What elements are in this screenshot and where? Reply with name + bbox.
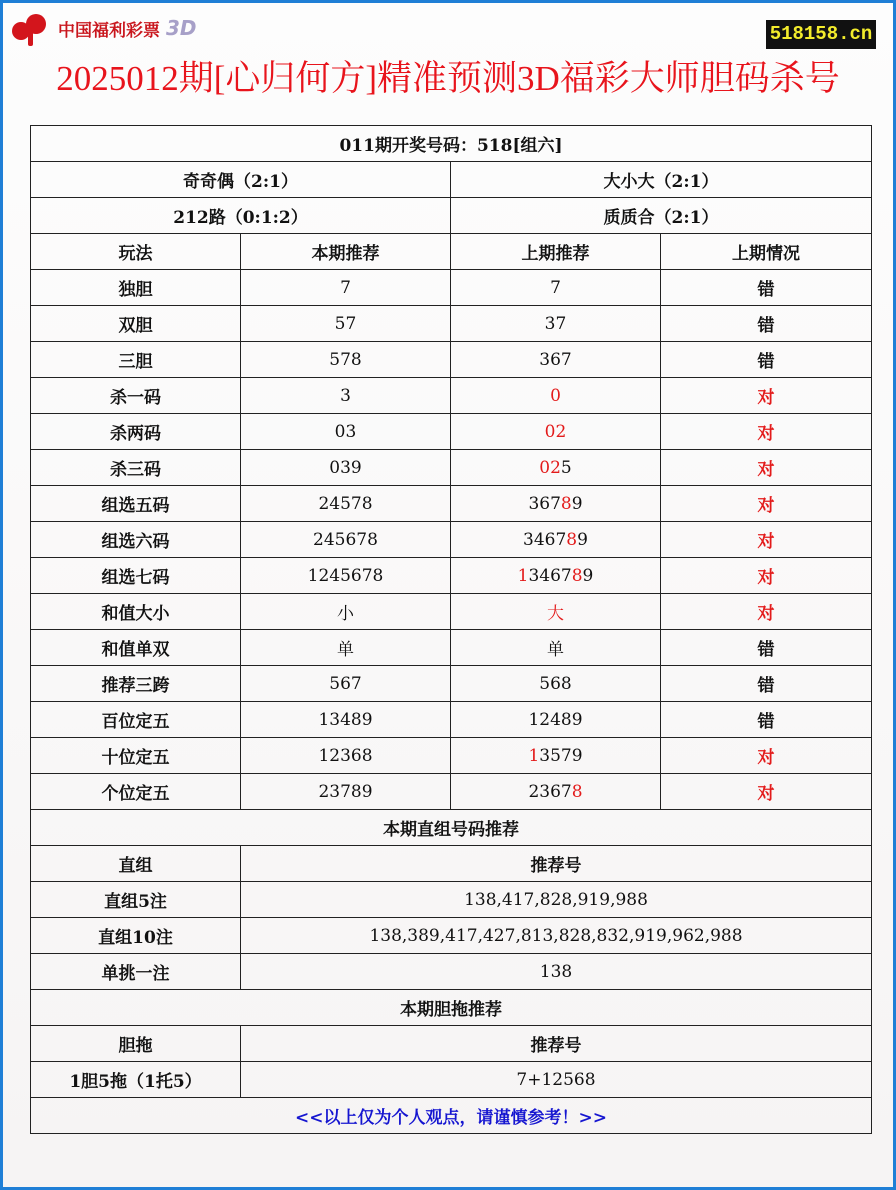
road: 212路（0:1:2） — [31, 198, 451, 234]
previous-pick — [451, 702, 661, 738]
play-type: 十位定五 — [31, 738, 241, 774]
table-row — [31, 450, 872, 486]
table-row — [31, 594, 872, 630]
digits: 3467 — [523, 529, 567, 550]
previous-pick — [451, 630, 661, 666]
hit-digits: 1 — [517, 565, 529, 586]
table-row — [31, 666, 872, 702]
current-pick: 578 — [241, 342, 451, 378]
play-type: 三胆 — [31, 342, 241, 378]
hit-digits: 8 — [571, 781, 583, 802]
previous-pick — [451, 270, 661, 306]
digits: 单 — [547, 640, 564, 660]
previous-result: 错 — [661, 342, 872, 378]
main-header-row — [31, 234, 872, 270]
play-type: 组选六码 — [31, 522, 241, 558]
page-title: 2025012期[心归何方]精准预测3D福彩大师胆码杀号 — [56, 59, 840, 98]
play-type: 杀两码 — [31, 414, 241, 450]
previous-result: 对 — [661, 558, 872, 594]
current-pick: 567 — [241, 666, 451, 702]
logo-text: 中国福利彩票 — [58, 20, 160, 41]
play-type: 组选七码 — [31, 558, 241, 594]
play-type: 个位定五 — [31, 774, 241, 810]
hit-digits: 02 — [539, 457, 561, 478]
digits: 7 — [550, 277, 561, 298]
previous-pick — [451, 522, 661, 558]
previous-result: 错 — [661, 702, 872, 738]
section-header-row — [31, 846, 872, 882]
previous-result: 对 — [661, 486, 872, 522]
digits: 367 — [528, 493, 561, 514]
table-row — [31, 342, 872, 378]
table-row — [31, 738, 872, 774]
hit-digits: 大 — [547, 604, 564, 624]
footer-row — [31, 1098, 872, 1134]
previous-result: 对 — [661, 594, 872, 630]
table-row — [31, 1062, 872, 1098]
current-pick: 23789 — [241, 774, 451, 810]
section-title-row — [31, 810, 872, 846]
digits: 9 — [577, 529, 588, 550]
table-row — [31, 306, 872, 342]
previous-result: 错 — [661, 630, 872, 666]
current-pick: 24578 — [241, 486, 451, 522]
previous-pick — [451, 738, 661, 774]
table-row — [31, 882, 872, 918]
table-row — [31, 954, 872, 990]
digits: 12489 — [528, 709, 583, 730]
table-row — [31, 486, 872, 522]
previous-result: 错 — [661, 666, 872, 702]
previous-pick — [451, 450, 661, 486]
hit-digits: 0 — [550, 385, 561, 406]
table-row — [31, 918, 872, 954]
previous-pick — [451, 378, 661, 414]
lottery-logo-icon — [10, 10, 52, 46]
hit-digits: 1 — [528, 745, 540, 766]
prediction-table — [30, 125, 872, 1134]
hit-digits: 8 — [571, 565, 583, 586]
site-badge[interactable]: 518158.cn — [766, 20, 876, 49]
current-pick: 小 — [241, 594, 451, 630]
previous-result: 对 — [661, 450, 872, 486]
previous-result: 错 — [661, 306, 872, 342]
digits: 3467 — [528, 565, 572, 586]
play-type: 杀三码 — [31, 450, 241, 486]
table-row — [31, 774, 872, 810]
col-header: 推荐号 — [241, 846, 872, 882]
table-row — [31, 270, 872, 306]
pick-type: 直组10注 — [31, 918, 241, 954]
pick-type: 直组5注 — [31, 882, 241, 918]
previous-pick — [451, 486, 661, 522]
digits: 5 — [560, 457, 572, 478]
digits: 568 — [539, 673, 572, 694]
previous-result: 对 — [661, 774, 872, 810]
current-pick: 245678 — [241, 522, 451, 558]
previous-pick — [451, 414, 661, 450]
col-header: 上期情况 — [661, 234, 872, 270]
col-header: 胆拖 — [31, 1026, 241, 1062]
table-row — [31, 630, 872, 666]
current-pick: 13489 — [241, 702, 451, 738]
previous-pick — [451, 342, 661, 378]
previous-result: 对 — [661, 414, 872, 450]
current-pick: 单 — [241, 630, 451, 666]
big-small: 大小大（2:1） — [451, 162, 872, 198]
previous-result: 错 — [661, 270, 872, 306]
draw-row — [31, 126, 872, 162]
play-type: 和值大小 — [31, 594, 241, 630]
current-pick: 03 — [241, 414, 451, 450]
pick-type: 1胆5拖（1托5） — [31, 1062, 241, 1098]
pick-numbers: 138,417,828,919,988 — [241, 882, 872, 918]
previous-pick — [451, 774, 661, 810]
previous-pick — [451, 306, 661, 342]
col-header: 直组 — [31, 846, 241, 882]
table-row — [31, 414, 872, 450]
play-type: 独胆 — [31, 270, 241, 306]
prime-composite: 质质合（2:1） — [451, 198, 872, 234]
section-title-row — [31, 990, 872, 1026]
play-type: 推荐三跨 — [31, 666, 241, 702]
hit-digits: 8 — [566, 529, 578, 550]
summary-row — [31, 162, 872, 198]
digits: 2367 — [528, 781, 572, 802]
pick-numbers: 138,389,417,427,813,828,832,919,962,988 — [241, 918, 872, 954]
play-type: 杀一码 — [31, 378, 241, 414]
play-type: 百位定五 — [31, 702, 241, 738]
previous-pick — [451, 594, 661, 630]
section-title: 本期直组号码推荐 — [31, 810, 872, 846]
digits: 9 — [571, 493, 583, 514]
pick-numbers: 7+12568 — [241, 1062, 872, 1098]
play-type: 组选五码 — [31, 486, 241, 522]
current-pick: 12368 — [241, 738, 451, 774]
current-pick: 7 — [241, 270, 451, 306]
digits: 37 — [544, 313, 567, 334]
hit-digits: 02 — [544, 421, 567, 442]
col-header: 本期推荐 — [241, 234, 451, 270]
previous-pick — [451, 558, 661, 594]
current-pick: 039 — [241, 450, 451, 486]
current-pick: 3 — [241, 378, 451, 414]
logo-3d: 3D — [166, 16, 197, 40]
previous-pick — [451, 666, 661, 702]
previous-result: 对 — [661, 378, 872, 414]
summary-row — [31, 198, 872, 234]
table-row — [31, 702, 872, 738]
previous-result: 对 — [661, 522, 872, 558]
pick-numbers: 138 — [241, 954, 872, 990]
digits: 9 — [582, 565, 594, 586]
col-header: 推荐号 — [241, 1026, 872, 1062]
draw-result: 011期开奖号码：518[组六] — [31, 126, 872, 162]
col-header: 玩法 — [31, 234, 241, 270]
disclaimer-note: <<以上仅为个人观点，请谨慎参考！>> — [31, 1098, 872, 1134]
digits: 3579 — [539, 745, 583, 766]
current-pick: 57 — [241, 306, 451, 342]
logo — [10, 10, 197, 46]
play-type: 双胆 — [31, 306, 241, 342]
current-pick: 1245678 — [241, 558, 451, 594]
pick-type: 单挑一注 — [31, 954, 241, 990]
table-row — [31, 558, 872, 594]
table-row — [31, 378, 872, 414]
odd-even: 奇奇偶（2:1） — [31, 162, 451, 198]
section-header-row — [31, 1026, 872, 1062]
play-type: 和值单双 — [31, 630, 241, 666]
col-header: 上期推荐 — [451, 234, 661, 270]
hit-digits: 8 — [560, 493, 572, 514]
digits: 367 — [539, 349, 572, 370]
table-row — [31, 522, 872, 558]
section-title: 本期胆拖推荐 — [31, 990, 872, 1026]
previous-result: 对 — [661, 738, 872, 774]
